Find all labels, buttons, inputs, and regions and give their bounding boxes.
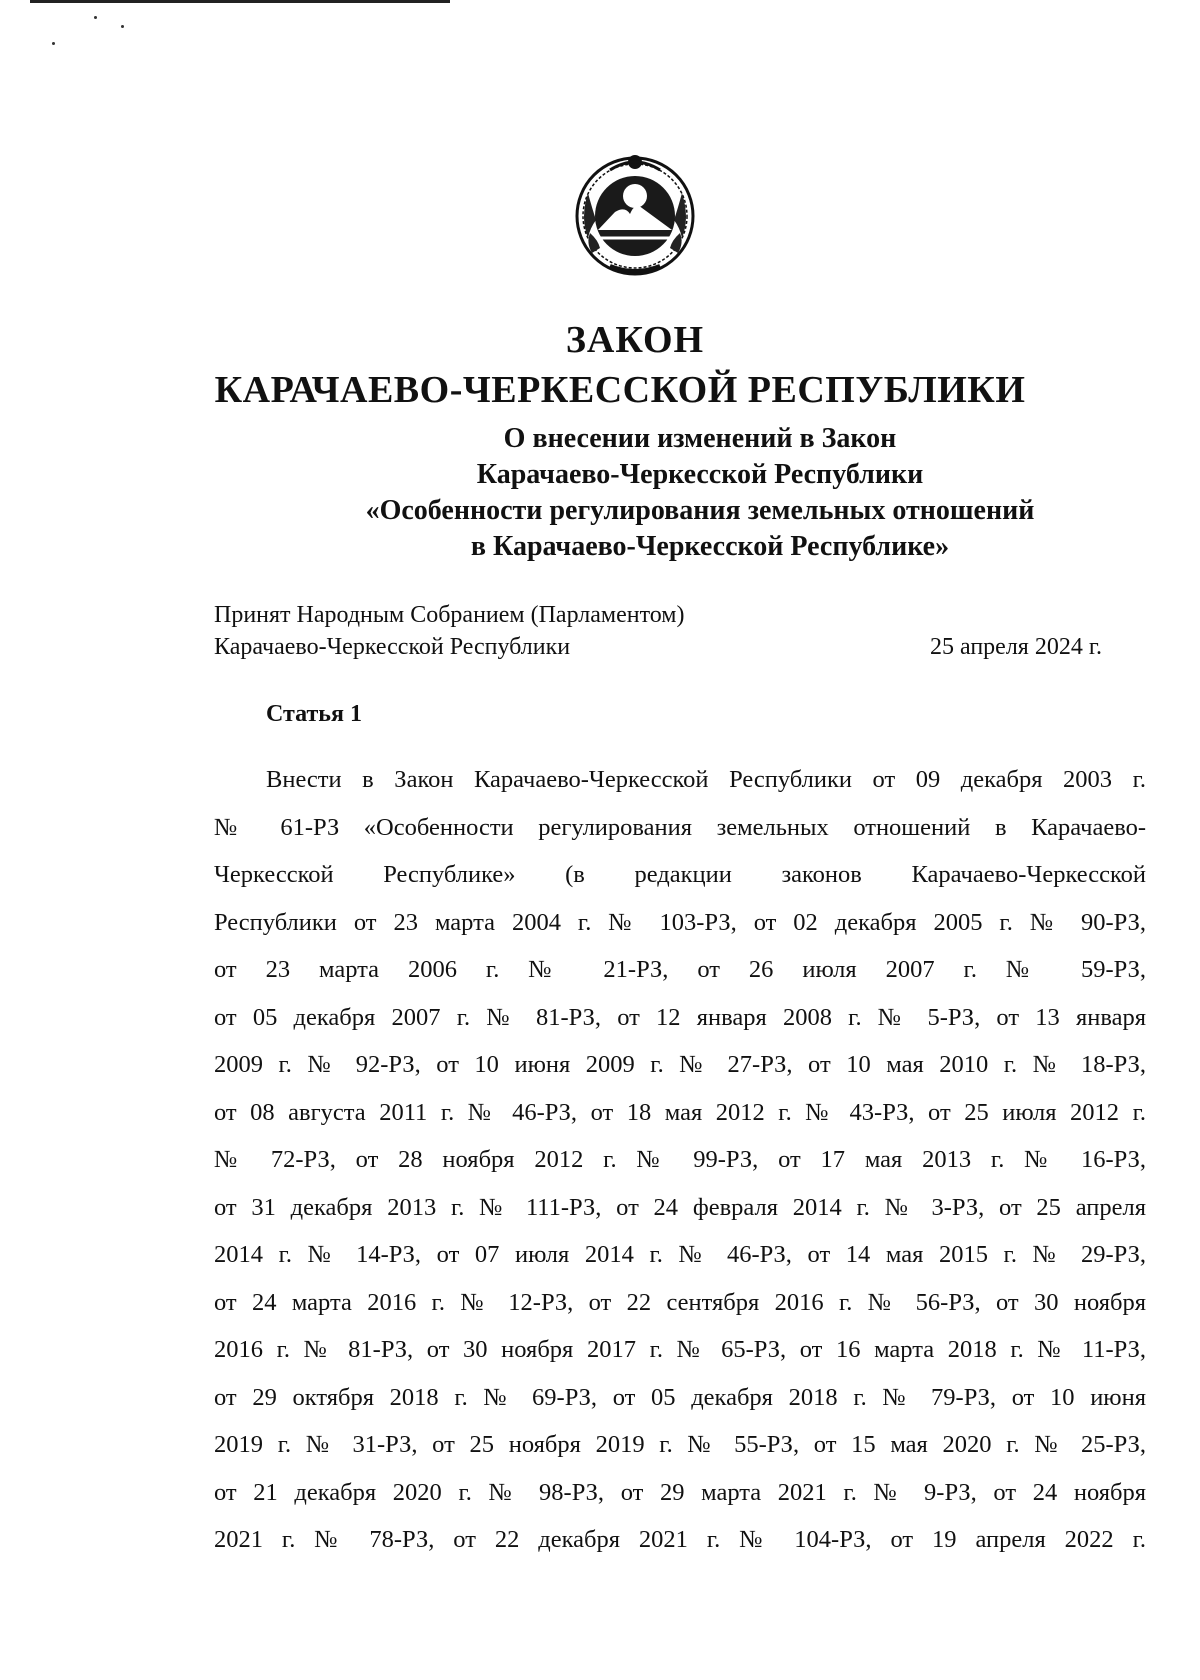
- coat-of-arms-emblem-icon: [570, 148, 700, 278]
- body-line: 2021 г. № 78-РЗ, от 22 декабря 2021 г. № 104-РЗ, от 19 апреля 2022 г.: [214, 1526, 1146, 1553]
- document-heading-line: «Особенности регулирования земельных отношений: [365, 495, 1035, 526]
- document-heading-line: в Карачаево-Черкесской Республике»: [470, 531, 950, 562]
- body-line: от 05 декабря 2007 г. № 81-РЗ, от 12 января 2008 г. № 5-РЗ, от 13 января: [214, 1003, 1146, 1031]
- body-line: 2019 г. № 31-РЗ, от 25 ноября 2019 г. № 55-РЗ, от 15 мая 2020 г. № 25-РЗ,: [214, 1431, 1146, 1458]
- article-body: [214, 756, 1146, 1564]
- body-line: № 61-РЗ «Особенности регулирования земельных отношений в Карачаево-: [214, 813, 1146, 841]
- scan-artifact-line: [30, 0, 450, 3]
- adopted-by-text: Принят Народным Собранием (Парламентом): [214, 602, 685, 628]
- adopted-by-republic-text: Карачаево-Черкесской Республики: [214, 634, 571, 660]
- body-line: от 24 марта 2016 г. № 12-РЗ, от 22 сентября 2016 г. № 56-РЗ, от 30 ноября: [214, 1288, 1146, 1316]
- body-line: Черкесской Республике» (в редакции законов Карачаево-Черкесской: [214, 861, 1146, 888]
- body-line: Внести в Закон Карачаево-Черкесской Республики от 09 декабря 2003 г.: [266, 766, 1146, 793]
- body-line: 2014 г. № 14-РЗ, от 07 июля 2014 г. № 46-РЗ, от 14 мая 2015 г. № 29-РЗ,: [214, 1241, 1146, 1268]
- document-heading-line: О внесении изменений в Закон: [503, 423, 897, 454]
- body-line: № 72-РЗ, от 28 ноября 2012 г. № 99-РЗ, от 17 мая 2013 г. № 16-РЗ,: [214, 1146, 1146, 1173]
- document-title-republic: КАРАЧАЕВО-ЧЕРКЕССКОЙ РЕСПУБЛИКИ: [214, 369, 1026, 411]
- document-title: ЗАКОН: [565, 319, 705, 361]
- body-line: 2009 г. № 92-РЗ, от 10 июня 2009 г. № 27-РЗ, от 10 мая 2010 г. № 18-РЗ,: [214, 1051, 1146, 1078]
- body-line: Республики от 23 марта 2004 г. № 103-РЗ, от 02 декабря 2005 г. № 90-РЗ,: [214, 908, 1146, 936]
- body-line: от 23 марта 2006 г. № 21-РЗ, от 26 июля 2007 г. № 59-РЗ,: [214, 956, 1146, 983]
- body-line: 2016 г. № 81-РЗ, от 30 ноября 2017 г. № 65-РЗ, от 16 марта 2018 г. № 11-РЗ,: [214, 1336, 1146, 1363]
- document-heading-line: Карачаево-Черкесской Республики: [476, 459, 924, 490]
- article-title: Статья 1: [266, 701, 362, 727]
- scan-artifact-dot: [121, 25, 124, 28]
- body-line: от 21 декабря 2020 г. № 98-РЗ, от 29 марта 2021 г. № 9-РЗ, от 24 ноября: [214, 1478, 1146, 1506]
- body-line: от 31 декабря 2013 г. № 111-РЗ, от 24 февраля 2014 г. № 3-РЗ, от 25 апреля: [214, 1193, 1146, 1221]
- body-line: от 08 августа 2011 г. № 46-РЗ, от 18 мая 2012 г. № 43-РЗ, от 25 июля 2012 г.: [214, 1098, 1146, 1126]
- scan-artifact-dot: [52, 42, 55, 45]
- adoption-date: 25 апреля 2024 г.: [930, 634, 1102, 660]
- scan-artifact-dot: [94, 16, 97, 19]
- body-line: от 29 октября 2018 г. № 69-РЗ, от 05 декабря 2018 г. № 79-РЗ, от 10 июня: [214, 1383, 1146, 1411]
